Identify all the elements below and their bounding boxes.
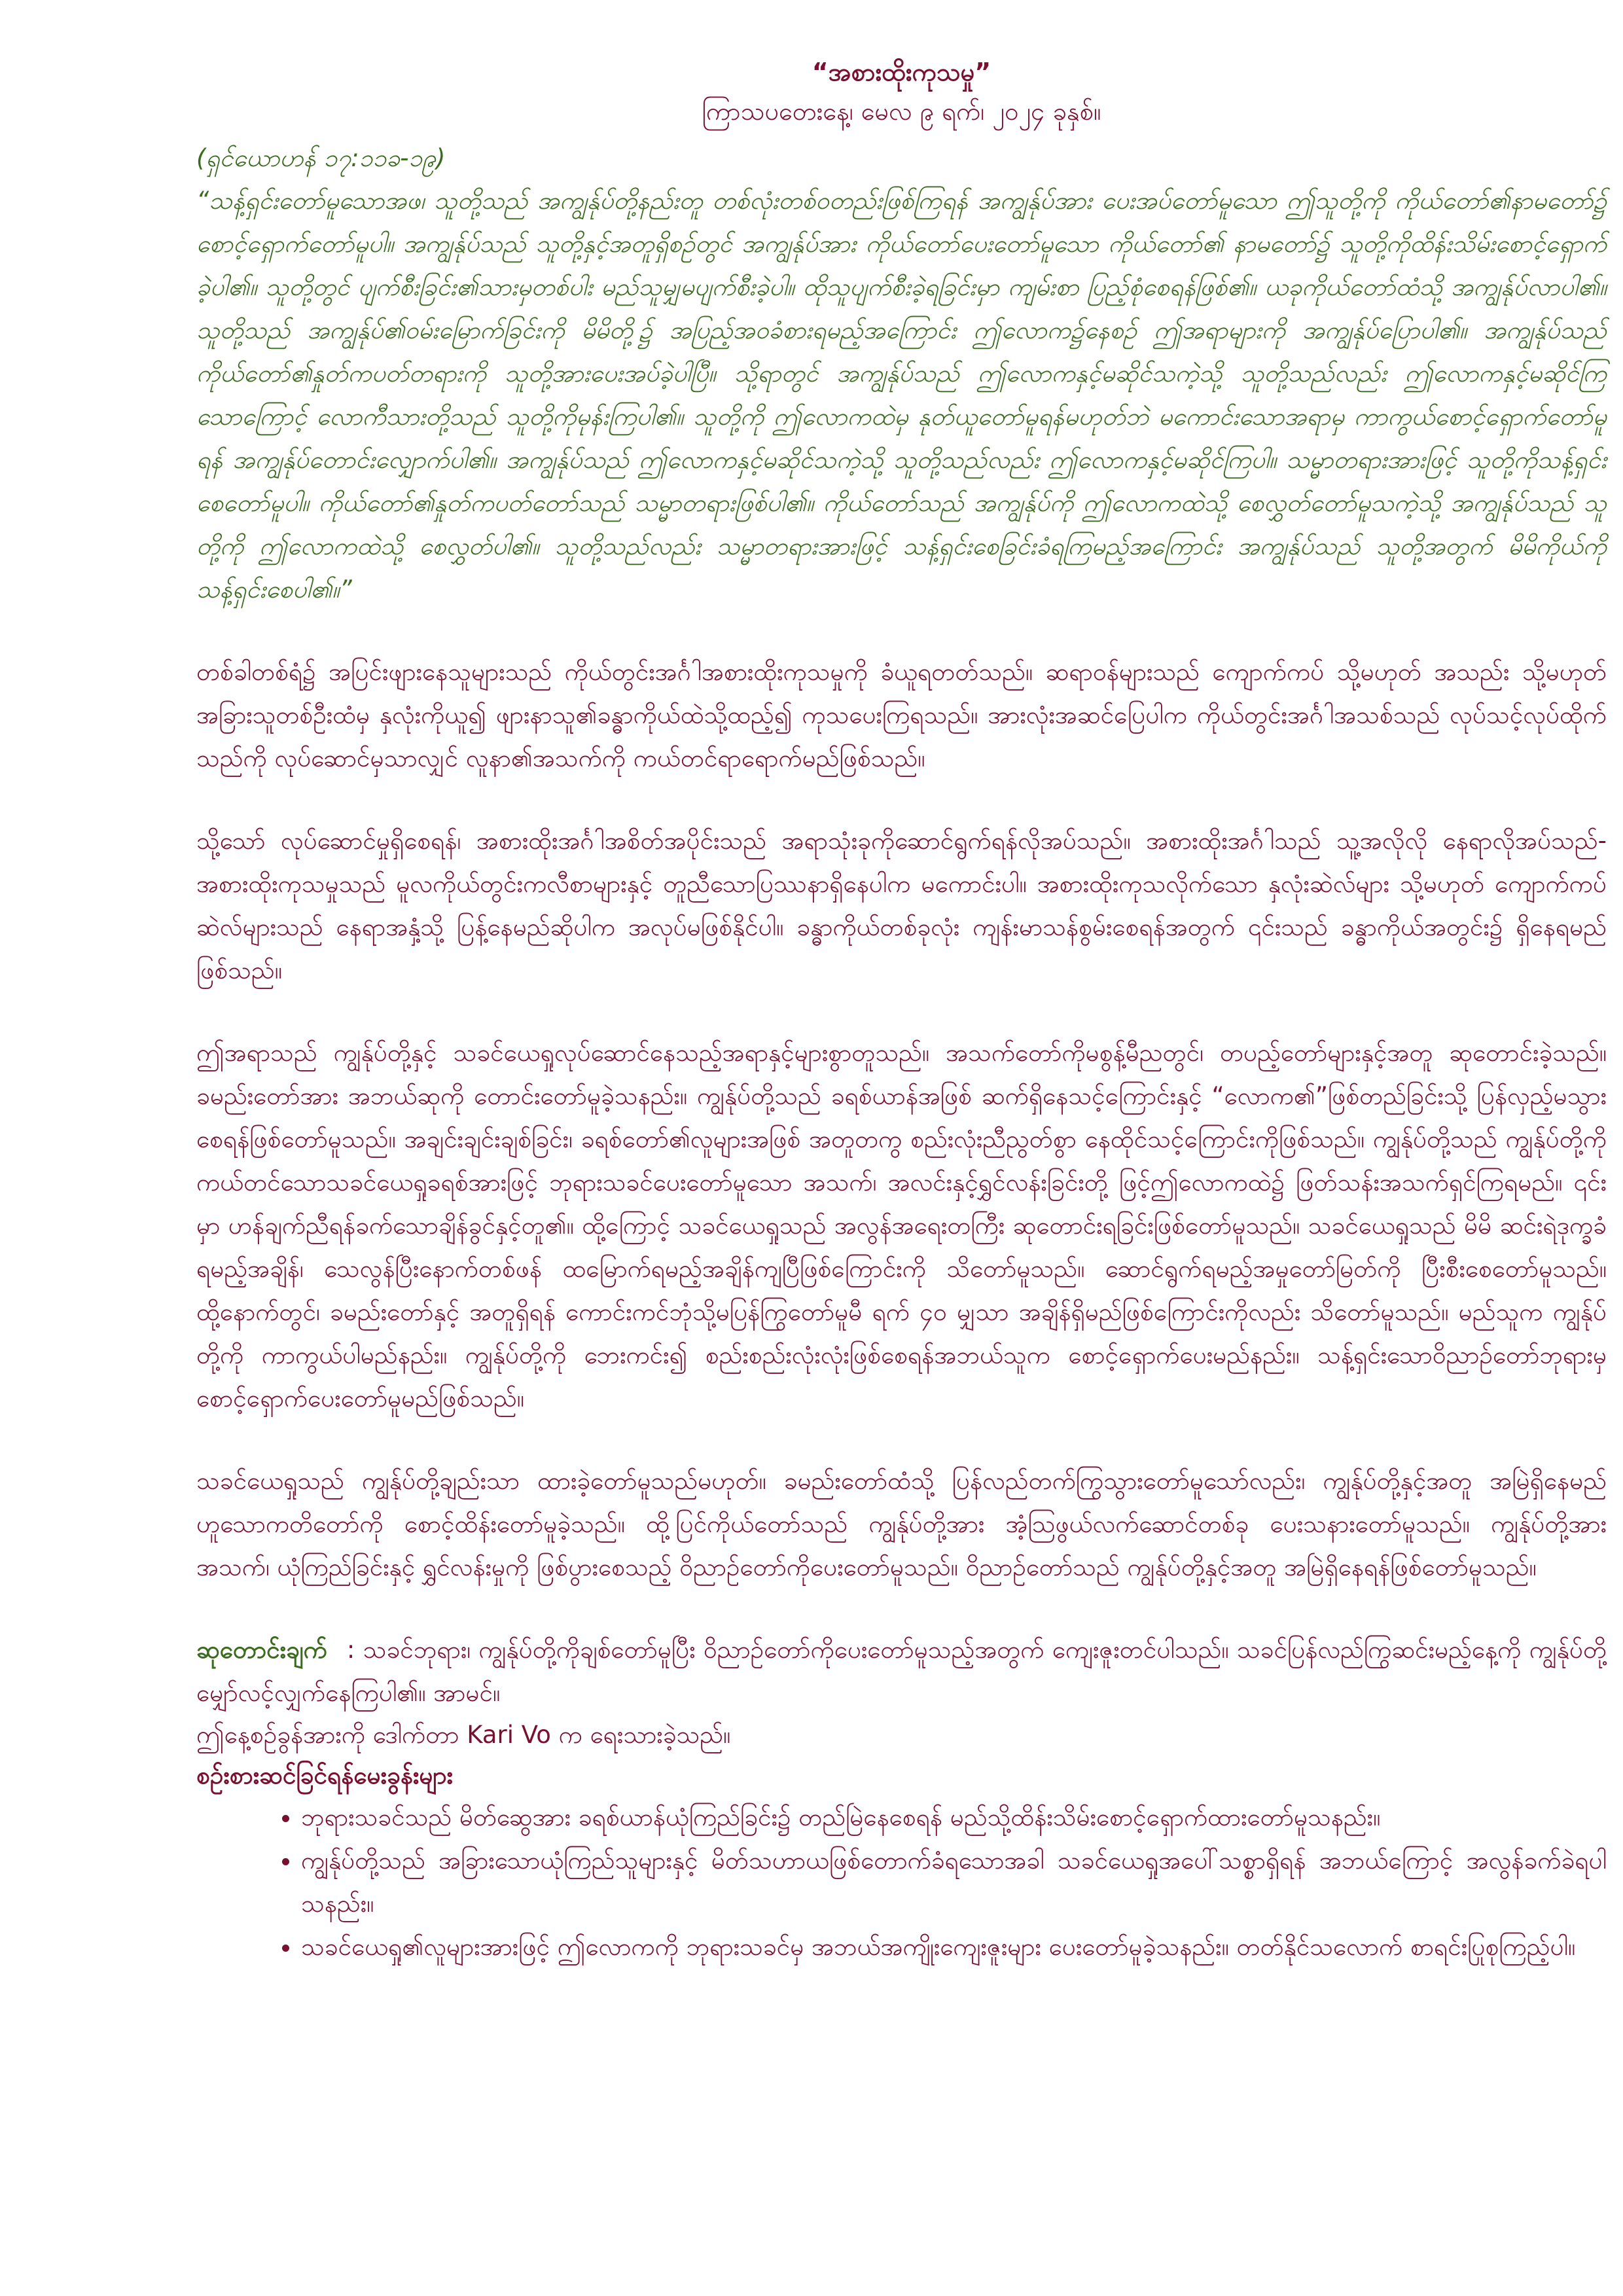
- prayer-label: ဆုတောင်းချက်: [196, 1636, 327, 1664]
- page-title: “အစားထိုးကုသမှု”: [812, 58, 991, 86]
- question-item: • ကျွန်ုပ်တို့သည် အခြားသောယုံကြည်သူများနှင့် မိတ်သဟာယဖြစ်တောက်ခံရသောအခါ သခင်ယေရှုအပေါ်သစ္စာရှိရန် အဘယ်ကြောင့် အလွန်ခက်ခဲရပါသနည်း။: [301, 1839, 1607, 1926]
- question-item: • သခင်ယေရှု၏လူများအားဖြင့် ဤလောကကို ဘုရားသခင်မှ အဘယ်အကျိုးကျေးဇူးများ ပေးတော်မူခဲ့သနည်း။ တတ်နိုင်သလောက် စာရင်းပြုစုကြည့်ပါ။: [301, 1926, 1607, 1969]
- author-note: ဤနေ့စဉ်ခွန်အားကို ဒေါက်တာ Kari Vo က ရေးသားခဲ့သည်။: [196, 1721, 731, 1749]
- scripture-reference: (ရှင်ယောဟန် ၁၇:၁၁ခ-၁၉): [196, 144, 446, 172]
- prayer: [196, 1628, 1607, 1715]
- body-paragraph-2: သို့သော် လုပ်ဆောင်မှုရှိစေရန်၊ အစားထိုးအင်္ဂါအစိတ်အပိုင်းသည် အရာသုံးခုကိုဆောင်ရွက်ရန်လိုအပ်သည်။ အစားထိုးအင်္ဂါသည် သူ့အလိုလို နေရာလိုအပ်သည်- အစားထိုးကုသမှုသည် မူလကိုယ်တွင်းကလီစာများနှင့် တူညီသောပြဿနာရှိနေပါက မကောင်းပါ။ အစားထိုးကုသလိုက်သော နှလုံးဆဲလ်များ သို့မဟုတ် ကျောက်ကပ်ဆဲလ်များသည် နေရာအနှံ့သို့ ပြန့်နေမည်ဆိုပါက အလုပ်မဖြစ်နိုင်ပါ။ ခန္ဓာကိုယ်တစ်ခုလုံး ကျန်းမာသန်စွမ်းစေရန်အတွက် ၎င်းသည် ခန္ဓာကိုယ်အတွင်း၌ ရှိနေရမည်ဖြစ်သည်။: [196, 827, 1607, 984]
- page-date: ကြာသပတေးနေ့၊ မေလ ၉ ရက်၊ ၂၀၂၄ ခုနှစ်။: [702, 97, 1101, 126]
- question-item: • ဘုရားသခင်သည် မိတ်ဆွေအား ခရစ်ယာန်ယုံကြည်ခြင်း၌ တည်မြဲနေစေရန် မည်သို့ထိန်းသိမ်းစောင့်ရှောက်ထားတော်မူသနည်း။: [301, 1796, 1607, 1839]
- body-paragraph-1: တစ်ခါတစ်ရံ၌ အပြင်းဖျားနေသူများသည် ကိုယ်တွင်းအင်္ဂါအစားထိုးကုသမှုကို ခံယူရတတ်သည်။ ဆရာဝန်များသည် ကျောက်ကပ် သို့မဟုတ် အသည်း သို့မဟုတ် အခြားသူတစ်ဦးထံမှ နှလုံးကိုယူ၍ ဖျားနာသူ၏ခန္ဓာကိုယ်ထဲသို့ထည့်၍ ကုသပေးကြရသည်။ အားလုံးအဆင်ပြေပါက ကိုယ်တွင်းအင်္ဂါအသစ်သည် လုပ်သင့်လုပ်ထိုက်သည်ကို လုပ်ဆောင်မှသာလျှင် လူနာ၏အသက်ကို ကယ်တင်ရာရောက်မည်ဖြစ်သည်။: [196, 658, 1607, 772]
- devotional-page: [196, 52, 1607, 1969]
- body-paragraph-4: သခင်ယေရှုသည် ကျွန်ုပ်တို့ချည်းသာ ထားခဲ့တော်မူသည်မဟုတ်။ ခမည်းတော်ထံသို့ ပြန်လည်တက်ကြွသွားတော်မူသော်လည်း၊ ကျွန်ုပ်တို့နှင့်အတူ အမြဲရှိနေမည်ဟူသောကတိတော်ကို စောင့်ထိန်းတော်မူခဲ့သည်။ ထို့ပြင်ကိုယ်တော်သည် ကျွန်ုပ်တို့အား အံ့သြဖွယ်လက်ဆောင်တစ်ခု ပေးသနားတော်မူသည်။ ကျွန်ုပ်တို့အား အသက်၊ ယုံကြည်ခြင်းနှင့် ရွှင်လန်းမှုကို ဖြစ်ပွားစေသည့် ဝိညာဉ်တော်ကိုပေးတော်မူသည်။ ဝိညာဉ်တော်သည် ကျွန်ုပ်တို့နှင့်အတူ အမြဲရှိနေရန်ဖြစ်တော်မူသည်။: [196, 1467, 1607, 1581]
- questions-heading: စဉ်းစားဆင်ခြင်ရန်မေးခွန်းများ: [196, 1761, 453, 1789]
- questions-list: [196, 1796, 1607, 1969]
- scripture-text: “သန့်ရှင်းတော်မူသောအဖ၊ သူတို့သည် အကျွန်ုပ်တို့နည်းတူ တစ်လုံးတစ်ဝတည်းဖြစ်ကြရန် အကျွန်ုပ်အား ပေးအပ်တော်မူသော ဤသူတို့ကို ကိုယ်တော်၏နာမတော်၌ စောင့်ရှောက်တော်မူပါ။ အကျွန်ုပ်သည် သူတို့နှင့်အတူရှိစဉ်တွင် အကျွန်ုပ်အား ကိုယ်တော်ပေးတော်မူသော ကိုယ်တော်၏ နာမတော်၌ သူတို့ကိုထိန်းသိမ်းစောင့်ရှောက်ခဲ့ပါ၏။ သူတို့တွင် ပျက်စီးခြင်း၏သားမှတစ်ပါး မည်သူမျှမပျက်စီးခဲ့ပါ။ ထိုသူပျက်စီးခဲ့ရခြင်းမှာ ကျမ်းစာ ပြည့်စုံစေရန်ဖြစ်၏။ ယခုကိုယ်တော်ထံသို့ အကျွန်ုပ်လာပါ၏။ သူတို့သည် အကျွန်ုပ်၏ဝမ်းမြောက်ခြင်းကို မိမိတို့၌ အပြည့်အဝခံစားရမည့်အကြောင်း ဤလောက၌နေစဉ် ဤအရာများကို အကျွန်ုပ်ပြောပါ၏။ အကျွန်ုပ်သည် ကိုယ်တော်၏နှုတ်ကပတ်တရားကို သူတို့အားပေးအပ်ခဲ့ပါပြီ။ သို့ရာတွင် အကျွန်ုပ်သည် ဤလောကနှင့်မဆိုင်သကဲ့သို့ သူတို့သည်လည်း ဤလောကနှင့်မဆိုင်ကြသောကြောင့် လောကီသားတို့သည် သူတို့ကိုမုန်းကြပါ၏။ သူတို့ကို ဤလောကထဲမှ နုတ်ယူတော်မူရန်မဟုတ်ဘဲ မကောင်းသောအရာမှ ကာကွယ်စောင့်ရှောက်တော်မူရန် အကျွန်ုပ်တောင်းလျှောက်ပါ၏။ အကျွန်ုပ်သည် ဤလောကနှင့်မဆိုင်သကဲ့သို့ သူတို့သည်လည်း ဤလောကနှင့်မဆိုင်ကြပါ။ သမ္မာတရားအားဖြင့် သူတို့ကိုသန့်ရှင်းစေတော်မူပါ။ ကိုယ်တော်၏နှုတ်ကပတ်တော်သည် သမ္မာတရားဖြစ်ပါ၏။ ကိုယ်တော်သည် အကျွန်ုပ်ကို ဤလောကထဲသို့ စေလွှတ်တော်မူသကဲ့သို့ အကျွန်ုပ်သည် သူတို့ကို ဤလောကထဲသို့ စေလွှတ်ပါ၏။ သူတို့သည်လည်း သမ္မာတရားအားဖြင့် သန့်ရှင်းစေခြင်းခံရကြမည့်အကြောင်း အကျွန်ုပ်သည် သူတို့အတွက် မိမိကိုယ်ကိုသန့်ရှင်းစေပါ၏။”: [196, 187, 1607, 603]
- body-paragraph-3: ဤအရာသည် ကျွန်ုပ်တို့နှင့် သခင်ယေရှုလုပ်ဆောင်နေသည့်အရာနှင့်များစွာတူသည်။ အသက်တော်ကိုမစွန့်မီညတွင်၊ တပည့်တော်များနှင့်အတူ ဆုတောင်းခဲ့သည်။ ခမည်းတော်အား အဘယ်ဆုကို တောင်းတော်မူခဲ့သနည်း။ ကျွန်ုပ်တို့သည် ခရစ်ယာန်အဖြစ် ဆက်ရှိနေသင့်ကြောင်းနှင့် “လောက၏”ဖြစ်တည်ခြင်းသို့ ပြန်လှည့်မသွားစေရန်ဖြစ်တော်မူသည်။ အချင်းချင်းချစ်ခြင်း၊ ခရစ်တော်၏လူများအဖြစ် အတူတကွ စည်းလုံးညီညွတ်စွာ နေထိုင်သင့်ကြောင်းကိုဖြစ်သည်။ ကျွန်ုပ်တို့သည် ကျွန်ုပ်တို့ကိုကယ်တင်သောသခင်ယေရှုခရစ်အားဖြင့် ဘုရားသခင်ပေးတော်မူသော အသက်၊ အလင်းနှင့်ရွှင်လန်းခြင်းတို့ ဖြင့်ဤလောကထဲ၌ ဖြတ်သန်းအသက်ရှင်ကြရမည်။ ၎င်းမှာ ဟန်ချက်ညီရန်ခက်သောချိန်ခွင်နှင့်တူ၏။ ထို့ကြောင့် သခင်ယေရှုသည် အလွန်အရေးတကြီး ဆုတောင်းရခြင်းဖြစ်တော်မူသည်။ သခင်ယေရှုသည် မိမိ ဆင်းရဲဒုက္ခခံရမည့်အချိန်၊ သေလွန်ပြီးနောက်တစ်ဖန် ထမြောက်ရမည့်အချိန်ကျပြီဖြစ်ကြောင်းကို သိတော်မူသည်။ ဆောင်ရွက်ရမည့်အမှုတော်မြတ်ကို ပြီးစီးစေတော်မူသည်။ ထို့နောက်တွင်၊ ခမည်းတော်နှင့် အတူရှိရန် ကောင်းကင်ဘုံသို့မပြန်ကြွတော်မူမီ ရက် ၄၀ မျှသာ အချိန်ရှိမည်ဖြစ်ကြောင်းကိုလည်း သိတော်မူသည်။ မည်သူက ကျွန်ုပ်တို့ကို ကာကွယ်ပါမည်နည်း။ ကျွန်ုပ်တို့ကို ဘေးကင်း၍ စည်းစည်းလုံးလုံးဖြစ်စေရန်အဘယ်သူက စောင့်ရှောက်ပေးမည်နည်း။ သန့်ရှင်းသောဝိညာဉ်တော်ဘုရားမှ စောင့်ရှောက်ပေးတော်မူမည်ဖြစ်သည်။: [196, 1039, 1607, 1412]
- prayer-text: : သခင်ဘုရား၊ ကျွန်ုပ်တို့ကိုချစ်တော်မူပြီး ဝိညာဉ်တော်ကိုပေးတော်မူသည့်အတွက် ကျေးဇူးတင်ပါသည်။ သခင်ပြန်လည်ကြွဆင်းမည့်နေ့ကို ကျွန်ုပ်တို့မျှော်လင့်လျှက်နေကြပါ၏။ အာမင်။: [196, 1636, 1607, 1707]
